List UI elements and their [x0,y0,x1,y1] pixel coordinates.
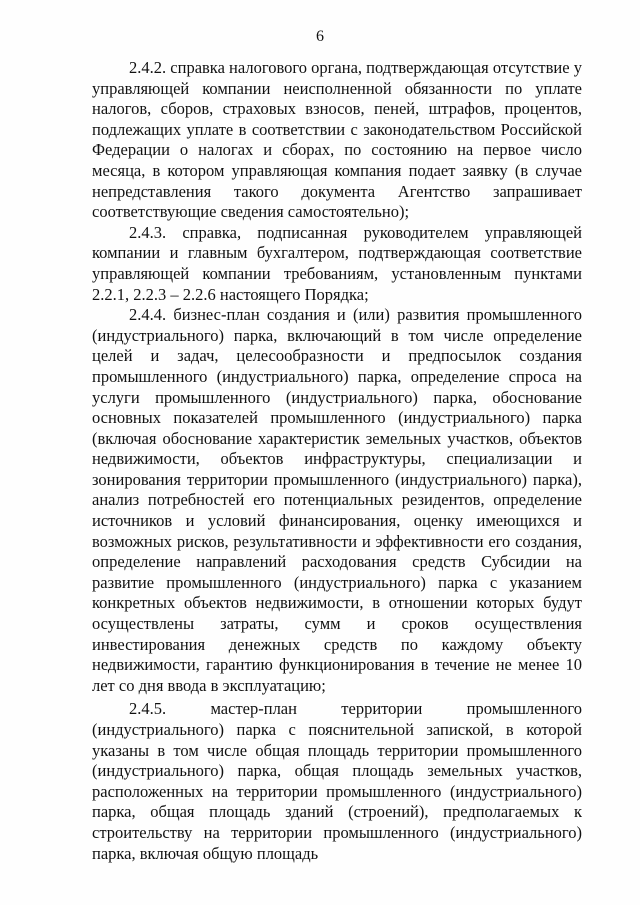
document-body [92,58,582,864]
paragraph-2-4-5: 2.4.5. мастер-план территории промышленного (индустриального) парка с пояснительной запиской, в которой указаны в том числе общая площадь территории промышленного (индустриального) парка, общая площадь земельных участков, расположенных на территории промышленного (индустриального) парка, общая площадь зданий (строений), предполагаемых к строительству на территории промышленного (индустриального) парка, включая общую площадь [92,699,582,863]
paragraph-2-4-4: 2.4.4. бизнес-план создания и (или) развития промышленного (индустриального) парка, включающий в том числе определение целей и задач, целесообразности и предпосылок создания промышленного (индустриального) парка, определение спроса на услуги промышленного (индустриального) парка, обоснование основных показателей промышленного (индустриального) парка (включая обоснование характеристик земельных участков, объектов недвижимости, объектов инфраструктуры, специализации и зонирования территории промышленного (индустриального) парка), анализ потребностей его потенциальных резидентов, определение источников и условий финансирования, оценку имеющихся и возможных рисков, результативности и эффективности его создания, определение направлений расходования средств Субсидии на развитие промышленного (индустриального) парка с указанием конкретных объектов недвижимости, в отношении которых будут осуществлены затраты, сумм и сроков осуществления инвестирования денежных средств по каждому объекту недвижимости, гарантию функционирования в течение не менее 10 лет со дня ввода в эксплуатацию; [92,305,582,695]
page-number: 6 [316,28,324,45]
paragraph-2-4-3: 2.4.3. справка, подписанная руководителем управляющей компании и главным бухгалтером, подтверждающая соответствие управляющей компании требованиям, установленным пунктами 2.2.1, 2.2.3 – 2.2.6 настоящего Порядка; [92,222,582,304]
paragraph-2-4-2: 2.4.2. справка налогового органа, подтверждающая отсутствие у управляющей компании неисполненной обязанности по уплате налогов, сборов, страховых взносов, пеней, штрафов, процентов, подлежащих уплате в соответствии с законодательством Российской Федерации о налогах и сборах, по состоянию на первое число месяца, в котором управляющая компания подает заявку (в случае непредставления такого документа Агентство запрашивает соответствующие сведения самостоятельно); [92,58,582,222]
